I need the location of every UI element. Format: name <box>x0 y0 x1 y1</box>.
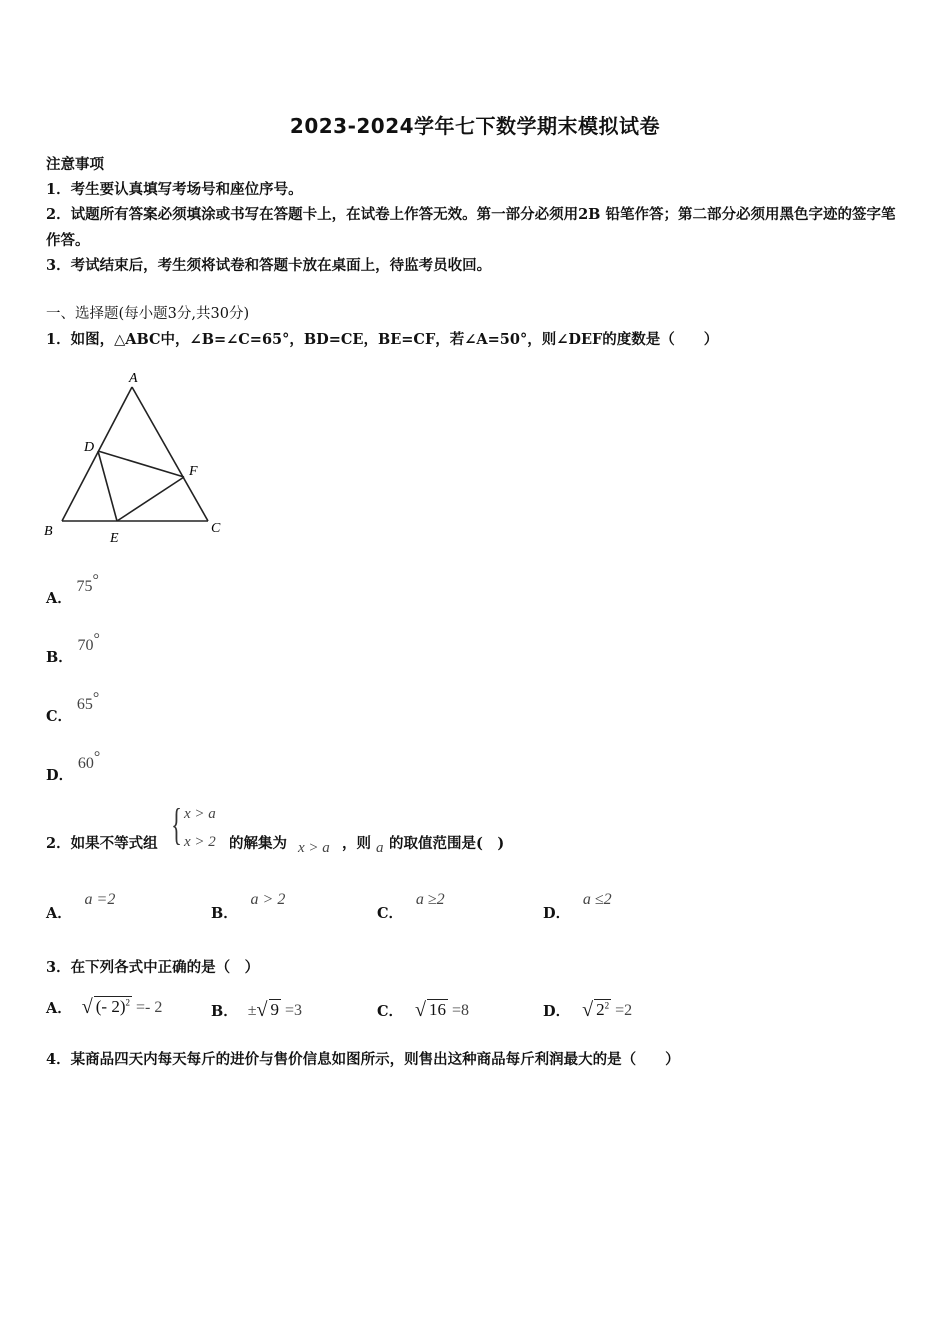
option-value: 60 <box>77 755 94 772</box>
label-f: F <box>189 464 198 479</box>
q1-option-b[interactable] <box>46 631 100 666</box>
q1-option-a[interactable] <box>46 572 99 607</box>
option-unit: ° <box>93 631 100 648</box>
option-letter: A． <box>46 1000 72 1017</box>
option-result: =3 <box>285 1001 303 1019</box>
option-value: 70 <box>77 637 94 654</box>
label-b: B <box>44 524 53 539</box>
sqrt-expression <box>82 996 132 1019</box>
radicand: (- 2) <box>95 997 126 1016</box>
question-3-stem: 3．在下列各式中正确的是（ ） <box>46 959 260 976</box>
q1-option-d[interactable] <box>46 749 101 784</box>
segment-de <box>98 451 117 521</box>
option-letter: B． <box>46 649 73 666</box>
system-line-1: x > a <box>184 806 216 822</box>
q3-option-b[interactable] <box>211 999 302 1022</box>
option-letter: C． <box>377 905 404 922</box>
radicand: 2 <box>596 1000 605 1019</box>
q2-option-c[interactable] <box>377 888 445 922</box>
option-result: =8 <box>452 1001 470 1019</box>
q3-option-c[interactable] <box>377 999 469 1022</box>
label-c: C <box>211 521 221 536</box>
brace-icon: { <box>171 800 182 849</box>
option-unit: ° <box>93 749 101 766</box>
option-unit: ° <box>92 572 99 589</box>
option-value: 65 <box>76 696 93 713</box>
option-letter: B． <box>211 905 238 922</box>
option-value: a ≤2 <box>582 891 612 908</box>
question-2-prefix: 2．如果不等式组 <box>46 835 158 852</box>
label-e: E <box>110 531 119 546</box>
option-result: =- 2 <box>135 998 163 1016</box>
sqrt-expression <box>257 999 281 1022</box>
q3-option-d[interactable] <box>543 999 632 1022</box>
notice-heading: 注意事项 <box>46 156 104 173</box>
label-a: A <box>129 371 138 386</box>
option-letter: D． <box>46 767 74 784</box>
question-1-stem: 1．如图，△ABC中，∠B=∠C=65°，BD=CE，BE=CF，若∠A=50°，则∠DEF的度数是（ ） <box>46 331 719 348</box>
option-letter: C． <box>46 708 73 725</box>
q3-option-a[interactable] <box>46 996 162 1019</box>
option-value: a > 2 <box>250 891 286 908</box>
question-2-mid: 的解集为 <box>229 835 287 852</box>
option-value: a =2 <box>84 891 116 908</box>
option-unit: ° <box>92 690 100 707</box>
q2-option-b[interactable] <box>211 888 286 922</box>
q1-option-c[interactable] <box>46 690 100 725</box>
solution-set: x > a <box>298 840 330 856</box>
radicand: 16 <box>429 1000 447 1019</box>
option-value: a ≥2 <box>415 891 445 908</box>
sqrt-expression <box>582 999 611 1022</box>
option-result: =2 <box>615 1001 633 1019</box>
radical-icon: √ <box>81 996 93 1018</box>
radical-icon: √ <box>256 999 268 1021</box>
segment-ef <box>117 477 184 521</box>
radicand: 9 <box>270 1000 280 1019</box>
section-heading: 一、选择题(每小题3分,共30分) <box>46 306 250 322</box>
option-letter: A． <box>46 590 72 607</box>
side-ab <box>62 387 132 521</box>
notice-item-3: 3．考试结束后，考生须将试卷和答题卡放在桌面上，待监考员收回。 <box>46 257 492 274</box>
option-value: 75 <box>76 578 93 595</box>
label-d: D <box>84 440 95 455</box>
q2-option-a[interactable] <box>46 888 116 922</box>
notice-item-1: 1．考生要认真填写考场号和座位序号。 <box>46 181 303 198</box>
page-title: 2023-2024学年七下数学期末模拟试卷 <box>289 114 661 138</box>
notice-item-2: 2．试题所有答案必须填涂或书写在答题卡上，在试卷上作答无效。第一部分必须用2B 铅笔作答；第二部分必须用黑色字迹的签字笔作答。 <box>46 206 896 249</box>
option-letter: D． <box>543 1003 571 1020</box>
radical-icon: √ <box>582 999 594 1021</box>
sqrt-expression <box>415 999 448 1022</box>
radical-icon: √ <box>415 999 427 1021</box>
option-letter: A． <box>46 905 72 922</box>
option-letter: D． <box>543 905 571 922</box>
variable-a: a <box>376 840 384 856</box>
question-2-mid2: ，则 <box>342 835 371 852</box>
exponent: 2 <box>604 1000 610 1011</box>
question-2-suffix: 的取值范围是( ) <box>389 835 505 852</box>
system-line-2: x > 2 <box>184 834 216 850</box>
plus-minus: ± <box>247 1001 257 1019</box>
option-letter: C． <box>377 1003 404 1020</box>
triangle-figure <box>40 365 230 550</box>
question-4-stem: 4．某商品四天内每天每斤的进价与售价信息如图所示，则售出这种商品每斤利润最大的是（ ） <box>46 1051 680 1068</box>
side-ac <box>132 387 208 521</box>
option-letter: B． <box>211 1003 238 1020</box>
q2-option-d[interactable] <box>543 888 612 922</box>
exponent: 2 <box>125 997 130 1008</box>
